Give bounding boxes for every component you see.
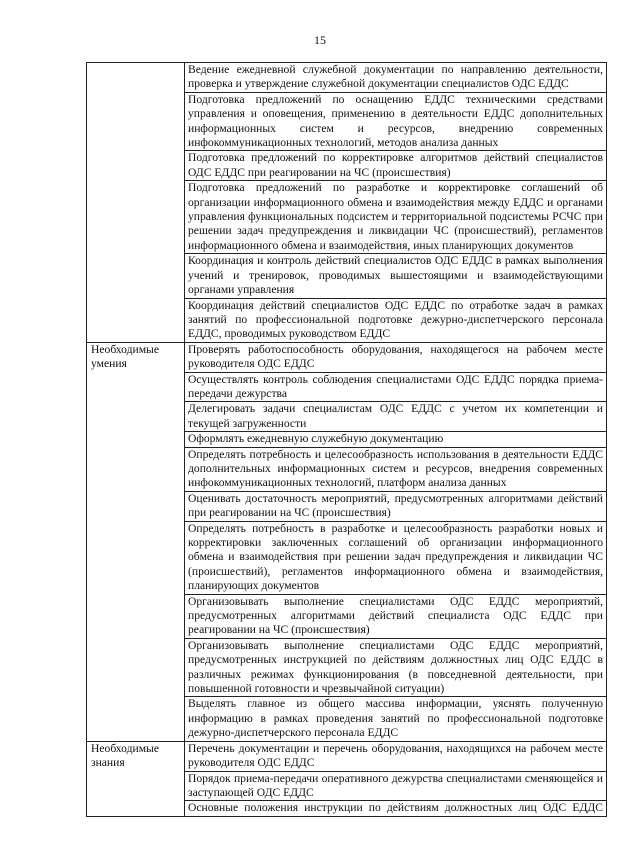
table-row xyxy=(87,741,607,771)
item-description-cell: Координация действий специалистов ОДС ЕДДС по отработке задач в рамках занятий по профессиональной подготовке дежурно-диспетчерского персонала ЕДДС, проводимых руководством ЕДДС xyxy=(185,298,607,342)
item-description-cell: Выделять главное из общего массива информации, уяснять полученную информацию в рамках проведения занятий по профессиональной подготовке дежурно-диспетчерского персонала ЕДДС xyxy=(185,697,607,741)
page-number: 15 xyxy=(314,33,326,47)
section-category-cell: Необходимые знания xyxy=(87,741,185,816)
item-description-cell: Порядок приема-передачи оперативного дежурства специалистами сменяющейся и заступающей ОДС ЕДДС xyxy=(185,771,607,801)
item-description-cell: Делегировать задачи специалистам ОДС ЕДДС с учетом их компетенции и текущей загруженности xyxy=(185,402,607,432)
item-description-cell: Проверять работоспособность оборудования, находящегося на рабочем месте руководителя ОДС ЕДДС xyxy=(185,342,607,372)
item-description-cell: Оформлять ежедневную служебную документацию xyxy=(185,432,607,447)
item-description-cell: Подготовка предложений по оснащению ЕДДС техническими средствами управления и оповещения, применению в деятельности ЕДДС дополнительных информационных систем и ресурсов, внедрению современных инфокоммуникационных технологий, методов анализа данных xyxy=(185,92,607,151)
item-description-cell: Организовывать выполнение специалистами ОДС ЕДДС мероприятий, предусмотренных алгоритмами действий специалиста ОДС ЕДДС при реагировании на ЧС (происшествия) xyxy=(185,594,607,638)
item-description-cell: Определять потребность в разработке и целесообразность разработки новых и корректировки заключенных соглашений об организации информационного обмена и взаимодействия при решении задач предупреждения и ликвидации ЧС (происшествий), регламентов информационного обмена и взаимодействия, планирующих документов xyxy=(185,521,607,594)
competency-table xyxy=(86,62,607,817)
item-description-cell: Основные положения инструкции по действиям должностных лиц ОДС ЕДДС xyxy=(185,801,607,816)
table-row xyxy=(87,63,607,93)
item-description-cell: Координация и контроль действий специалистов ОДС ЕДДС в рамках выполнения учений и тренировок, проводимых вышестоящими и взаимодействующими органами управления xyxy=(185,254,607,298)
item-description-cell: Ведение ежедневной служебной документации по направлению деятельности, проверка и утверждение служебной документации специалистов ОДС ЕДДС xyxy=(185,63,607,93)
item-description-cell: Перечень документации и перечень оборудования, находящихся на рабочем месте руководителя ОДС ЕДДС xyxy=(185,741,607,771)
item-description-cell: Осуществлять контроль соблюдения специалистами ОДС ЕДДС порядка приема-передачи дежурства xyxy=(185,372,607,402)
item-description-cell: Определять потребность и целесообразность использования в деятельности ЕДДС дополнительных информационных систем и ресурсов, внедрения современных инфокоммуникационных технологий, платформ анализа данных xyxy=(185,447,607,491)
section-category-cell: Необходимые умения xyxy=(87,342,185,741)
table-body xyxy=(87,63,607,817)
section-category-cell xyxy=(87,63,185,343)
table-row xyxy=(87,342,607,372)
item-description-cell: Подготовка предложений по корректировке алгоритмов действий специалистов ОДС ЕДДС при реагировании на ЧС (происшествия) xyxy=(185,151,607,181)
item-description-cell: Подготовка предложений по разработке и корректировке соглашений об организации информационного обмена и взаимодействия между ЕДДС и органами управления функциональных подсистем и территориальной подсистемы РСЧС при решении задач предупреждения и ликвидации ЧС (происшествий), регламентов информационного обмена и взаимодействия, иных планирующих документов xyxy=(185,181,607,254)
item-description-cell: Организовывать выполнение специалистами ОДС ЕДДС мероприятий, предусмотренных инструкцией по действиям должностных лиц ОДС ЕДДС в различных режимах функционирования (в повседневной деятельности, при повышенной готовности и чрезвычайной ситуации) xyxy=(185,638,607,697)
item-description-cell: Оценивать достаточность мероприятий, предусмотренных алгоритмами действий при реагировании на ЧС (происшествия) xyxy=(185,491,607,521)
